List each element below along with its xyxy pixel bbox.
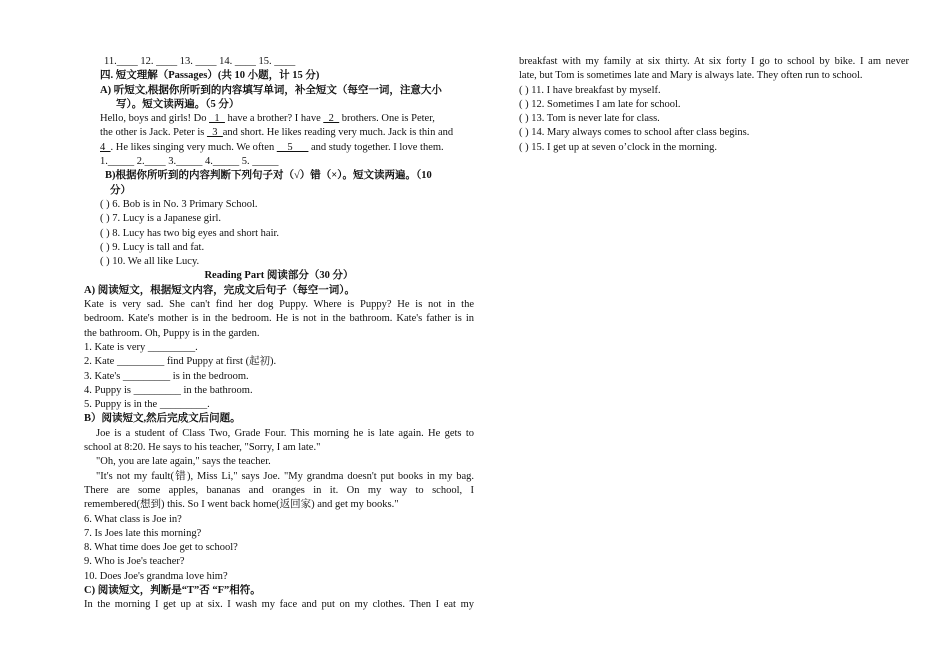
readingB-passage-line1: Joe is a student of Class Two, Grade Four. This morning he is late again. He gets to bbox=[96, 427, 474, 439]
partB-instruction: B)根据你所听到的内容判断下列句子对（√）错（×）。短文读两遍。（10 bbox=[105, 170, 432, 182]
readingC-passage-line1: In the morning I get up at six. I wash my face and put on my clothes. Then I eat my bbox=[84, 599, 474, 611]
listening-passage-line1: Hello, boys and girls! Do _1_ have a brother? I have _2_ brothers. One is Peter, bbox=[100, 113, 435, 125]
listening-passage-line3: 4_. He likes singing very much. We often __5___ and study together. I love them. bbox=[100, 141, 444, 153]
readingC-instruction: C) 阅读短文，判断是“T”否 “F”相符。 bbox=[84, 584, 261, 596]
tf-item-11: ( ) 11. I have breakfast by myself. bbox=[519, 84, 661, 96]
tf-item-13: ( ) 13. Tom is never late for class. bbox=[519, 113, 660, 125]
tf-item-15: ( ) 15. I get up at seven o’clock in the morning. bbox=[519, 141, 717, 153]
readingB-passage-line5: There are some apples, bananas and oranges in it. On my way to school, I bbox=[84, 484, 474, 496]
tf-item-8: ( ) 8. Lucy has two big eyes and short hair. bbox=[100, 227, 280, 239]
section4-title: 四. 短文理解（Passages）(共 10 小题，计 15 分) bbox=[100, 70, 320, 82]
readingA-question-4: 4. Puppy is _________ in the bathroom. bbox=[84, 384, 253, 396]
readingA-question-2: 2. Kate _________ find Puppy at first (起初). bbox=[84, 356, 277, 368]
readingB-question-6: 6. What class is Joe in? bbox=[84, 513, 182, 525]
partA-instruction: A) 听短文,根据你所听到的内容填写单词，补全短文（每空一词，注意大小 bbox=[100, 84, 442, 96]
listening-passage-line2: the other is Jack. Peter is _3_and short. He likes reading very much. Jack is thin and bbox=[100, 127, 454, 139]
tf-item-9: ( ) 9. Lucy is tall and fat. bbox=[100, 241, 205, 253]
readingB-question-10: 10. Does Joe's grandma love him? bbox=[84, 570, 228, 582]
readingB-passage-line2: school at 8:20. He says to his teacher, "Sorry, I am late." bbox=[84, 442, 321, 454]
readingA-passage-line2: bedroom. Kate's mother is in the bedroom. He is not in the bathroom. Kate's father is in bbox=[84, 313, 474, 325]
readingA-question-3: 3. Kate's _________ is in the bedroom. bbox=[84, 370, 249, 382]
readingA-question-5: 5. Puppy is in the _________. bbox=[84, 399, 210, 411]
partA-instruction-cont: 写）。短文读两遍。（5 分） bbox=[116, 98, 240, 110]
readingA-instruction: A) 阅读短文，根据短文内容，完成文后句子（每空一词）。 bbox=[84, 284, 355, 296]
tf-item-14: ( ) 14. Mary always comes to school after class begins. bbox=[519, 127, 750, 139]
tf-item-6: ( ) 6. Bob is in No. 3 Primary School. bbox=[100, 198, 258, 210]
partA-answer-blanks: 1._____ 2.____ 3._____ 4._____ 5. _____ bbox=[100, 156, 279, 168]
readingB-question-7: 7. Is Joes late this morning? bbox=[84, 527, 202, 539]
answer-blanks-11-15: 11.____ 12. ____ 13. ____ 14. ____ 15. ____ bbox=[104, 56, 296, 67]
readingB-question-9: 9. Who is Joe's teacher? bbox=[84, 556, 185, 568]
right-column bbox=[519, 55, 909, 155]
partB-instruction-cont: 分） bbox=[110, 184, 131, 196]
left-column bbox=[84, 55, 474, 613]
tf-item-10: ( ) 10. We all like Lucy. bbox=[100, 256, 200, 268]
readingB-passage-line4: "It's not my fault(错), Miss Li," says Joe. "My grandma doesn't put books in my bag. bbox=[96, 470, 474, 482]
tf-item-12: ( ) 12. Sometimes I am late for school. bbox=[519, 98, 681, 110]
readingB-passage-line6: remembered(想到) this. So I went back home(返回家) and get my books." bbox=[84, 499, 399, 511]
reading-part-title: Reading Part 阅读部分（30 分） bbox=[204, 270, 354, 282]
readingB-question-8: 8. What time does Joe get to school? bbox=[84, 542, 238, 554]
readingB-passage-line3: "Oh, you are late again," says the teacher. bbox=[96, 456, 271, 468]
readingA-passage-line3: the bathroom. Oh, Puppy is in the garden. bbox=[84, 327, 260, 339]
readingA-question-1: 1. Kate is very _________. bbox=[84, 341, 198, 353]
readingC-passage-line3: late, but Tom is sometimes late and Mary is always late. They often run to school. bbox=[519, 70, 863, 82]
readingB-instruction: B）阅读短文,然后完成文后问题。 bbox=[84, 413, 241, 425]
tf-item-7: ( ) 7. Lucy is a Japanese girl. bbox=[100, 213, 222, 225]
readingA-passage-line1: Kate is very sad. She can't find her dog Puppy. Where is Puppy? He is not in the bbox=[84, 299, 474, 311]
readingC-passage-line2: breakfast with my family at six thirty. At six forty I go to school by bike. I am never bbox=[519, 56, 909, 67]
